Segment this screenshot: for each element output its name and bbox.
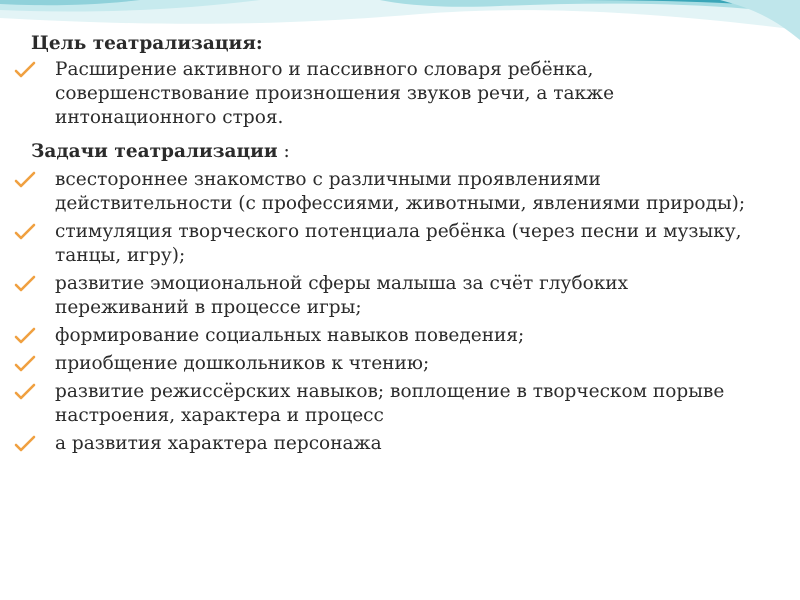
checkmark-icon xyxy=(14,171,36,189)
list-item xyxy=(14,432,754,456)
list-item-text: а развития характера персонажа xyxy=(55,433,382,454)
list-item xyxy=(14,58,754,130)
list-item-text: Расширение активного и пассивного словаря ребёнка, совершенствование произношения звуков речи, а также интонационного строя. xyxy=(55,59,615,128)
list-item xyxy=(14,272,754,320)
list-item-text: развитие режиссёрских навыков; воплощение в творческом порыве настроения, характера и процесс xyxy=(55,381,725,426)
list-item-text: всестороннее знакомство с различными проявлениями действительности (с профессиями, животными, явлениями природы); xyxy=(55,169,746,214)
tasks-list xyxy=(14,168,754,456)
list-item xyxy=(14,168,754,216)
list-item xyxy=(14,220,754,268)
goal-heading: Цель театрализация: xyxy=(31,33,263,54)
checkmark-icon xyxy=(14,275,36,293)
checkmark-icon xyxy=(14,61,36,79)
list-item-text: стимуляция творческого потенциала ребёнка (через песни и музыку, танцы, игру); xyxy=(55,221,742,266)
checkmark-icon xyxy=(14,327,36,345)
checkmark-icon xyxy=(14,355,36,373)
list-item-text: формирование социальных навыков поведения; xyxy=(55,325,525,346)
list-item xyxy=(14,324,754,348)
checkmark-icon xyxy=(14,435,36,453)
tasks-heading-suffix: : xyxy=(277,141,290,162)
slide-content xyxy=(14,32,754,456)
list-item xyxy=(14,352,754,376)
list-item xyxy=(14,380,754,428)
list-item-text: приобщение дошкольников к чтению; xyxy=(55,353,430,374)
goal-list xyxy=(14,58,754,130)
tasks-heading xyxy=(14,140,754,164)
list-item-text: развитие эмоциональной сферы малыша за счёт глубоких переживаний в процессе игры; xyxy=(55,273,629,318)
checkmark-icon xyxy=(14,223,36,241)
checkmark-icon xyxy=(14,383,36,401)
tasks-heading-text: Задачи театрализации xyxy=(31,141,278,162)
